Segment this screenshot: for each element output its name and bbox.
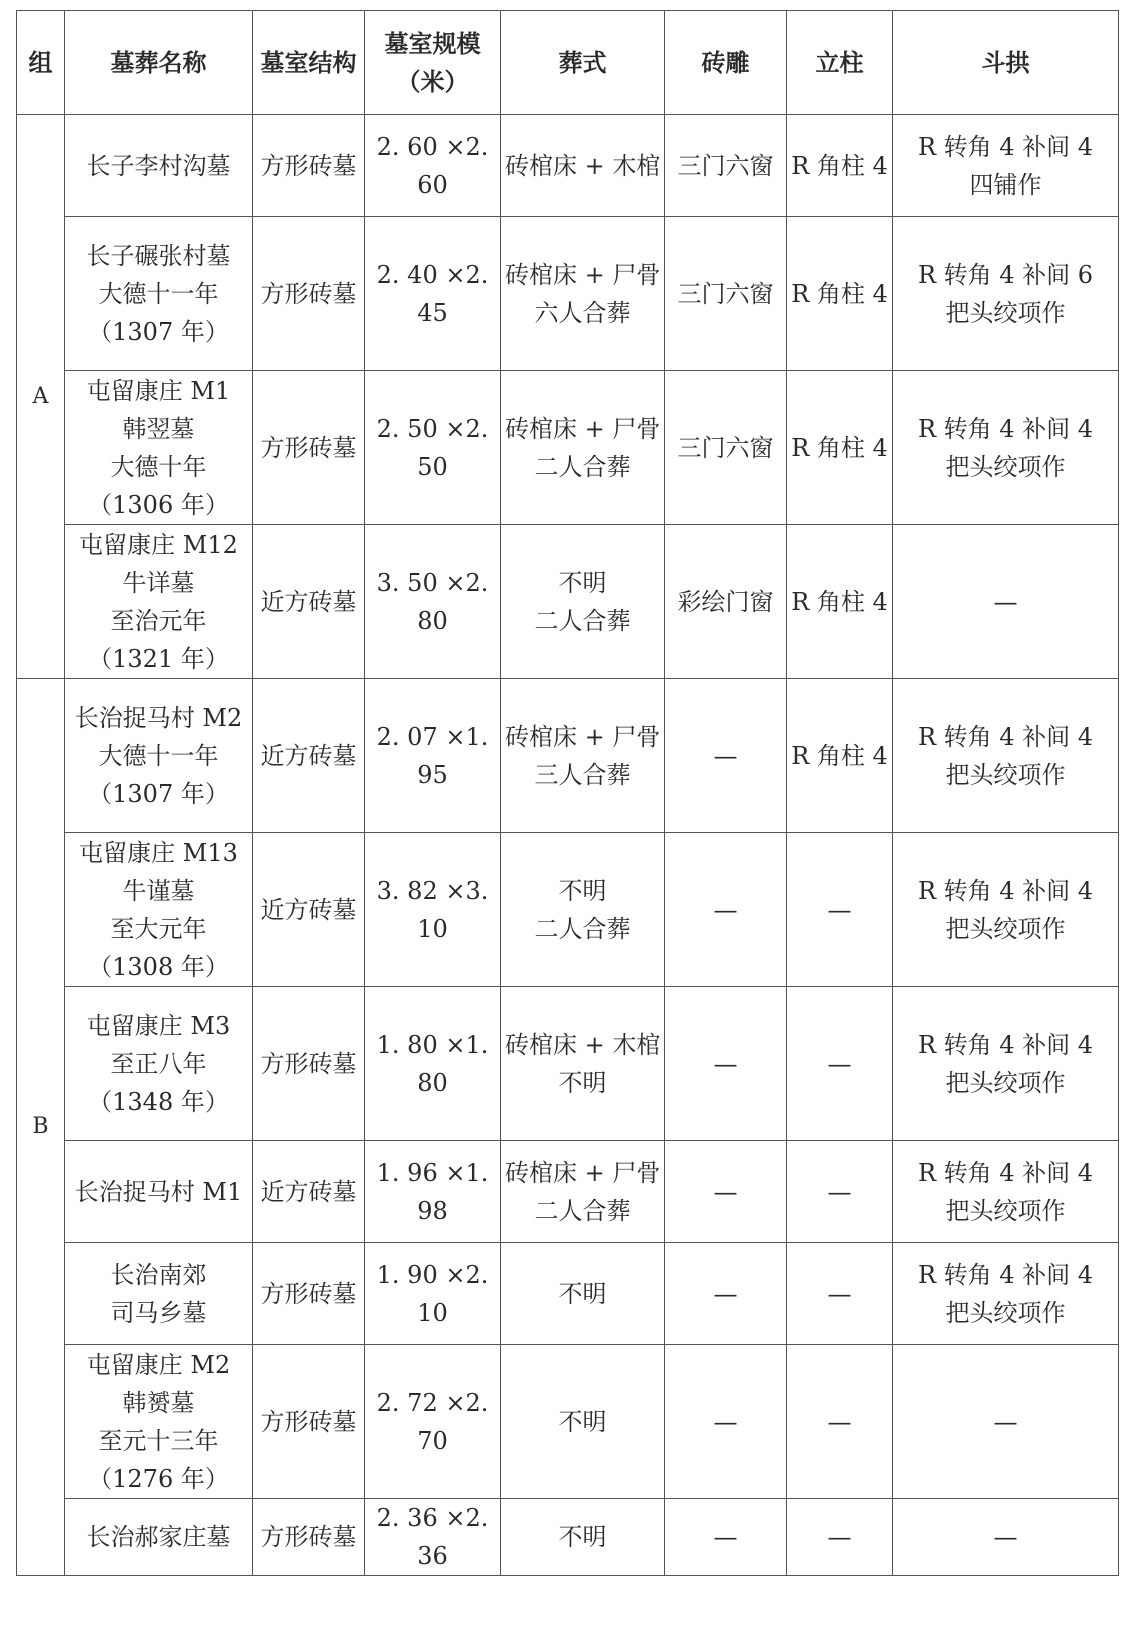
- bracket-cell: [893, 1345, 1119, 1499]
- carving-cell: 三门六窗: [665, 217, 787, 371]
- burial-line: 二人合葬: [534, 1196, 631, 1225]
- burial-line: 六人合葬: [534, 298, 631, 327]
- column-cell: —: [787, 1499, 893, 1576]
- bracket-cell: [893, 371, 1119, 525]
- burial-cell: [501, 1345, 665, 1499]
- tomb-name-line: 牛详墓: [122, 568, 195, 597]
- size-cell: 2. 60 ×2. 60: [365, 115, 501, 217]
- tomb-name-cell: [65, 115, 253, 217]
- burial-line: 三人合葬: [534, 760, 631, 789]
- bracket-cell: [893, 525, 1119, 679]
- burial-line: 不明: [558, 568, 607, 597]
- table-row: [17, 115, 1119, 217]
- group-label: B: [17, 679, 65, 1576]
- burial-cell: [501, 679, 665, 833]
- tomb-name-line: 长治郝家庄墓: [86, 1523, 231, 1551]
- tomb-name-line: 至大元年: [110, 914, 207, 943]
- carving-cell: —: [665, 987, 787, 1141]
- bracket-line: 四铺作: [969, 170, 1042, 199]
- bracket-line: R 转角 4 补间 4: [917, 1260, 1094, 1289]
- tomb-name-line: 长治捉马村 M1: [74, 1177, 243, 1206]
- column-cell: —: [787, 1141, 893, 1243]
- tomb-name-cell: [65, 1141, 253, 1243]
- group-label: A: [17, 115, 65, 679]
- burial-cell: [501, 115, 665, 217]
- size-cell: 1. 96 ×1. 98: [365, 1141, 501, 1243]
- bracket-line: 把头绞项作: [945, 298, 1066, 327]
- bracket-cell: [893, 1141, 1119, 1243]
- tomb-name-line: 至元十三年: [98, 1426, 219, 1455]
- bracket-line: R 转角 4 补间 6: [917, 260, 1094, 289]
- structure-cell: 近方砖墓: [253, 833, 365, 987]
- burial-cell: [501, 1243, 665, 1345]
- tomb-name-line: 长治南郊: [110, 1260, 207, 1289]
- header-chamber-structure: [253, 11, 365, 115]
- burial-cell: [501, 371, 665, 525]
- structure-cell: 方形砖墓: [253, 115, 365, 217]
- table-body: [17, 115, 1119, 1576]
- burial-cell: [501, 217, 665, 371]
- header-brick-carving: [665, 11, 787, 115]
- structure-cell: 近方砖墓: [253, 679, 365, 833]
- tomb-name-line: 长治捉马村 M2: [74, 703, 243, 732]
- column-cell: —: [787, 1345, 893, 1499]
- bracket-line: 把头绞项作: [945, 760, 1066, 789]
- column-cell: R 角柱 4: [787, 679, 893, 833]
- bracket-line: —: [993, 1523, 1018, 1551]
- header-line: （米）: [396, 67, 469, 96]
- tomb-name-line: 屯留康庄 M13: [79, 838, 238, 867]
- column-cell: —: [787, 833, 893, 987]
- column-cell: R 角柱 4: [787, 115, 893, 217]
- header-column: [787, 11, 893, 115]
- table-row: [17, 1499, 1119, 1576]
- burial-cell: [501, 1141, 665, 1243]
- tomb-name-line: 大德十年: [110, 452, 207, 481]
- burial-line: 不明: [558, 1279, 607, 1308]
- burial-line: 砖棺床 + 尸骨: [505, 1158, 661, 1187]
- size-cell: 2. 40 ×2. 45: [365, 217, 501, 371]
- tomb-name-line: （1306 年）: [88, 490, 229, 519]
- carving-cell: —: [665, 1141, 787, 1243]
- tomb-name-line: （1307 年）: [88, 779, 229, 808]
- burial-cell: [501, 525, 665, 679]
- burial-line: 砖棺床 + 木棺: [505, 151, 661, 180]
- header-line: 葬式: [558, 48, 607, 77]
- tomb-name-line: 长子李村沟墓: [86, 151, 231, 180]
- header-line: 立柱: [815, 48, 864, 77]
- header-line: 组: [28, 48, 53, 77]
- bracket-line: R 转角 4 补间 4: [917, 876, 1094, 905]
- tomb-name-cell: [65, 679, 253, 833]
- burial-cell: [501, 1499, 665, 1576]
- tomb-name-line: 大德十一年: [98, 279, 219, 308]
- size-cell: 2. 36 ×2. 36: [365, 1499, 501, 1576]
- bracket-line: —: [993, 1407, 1018, 1436]
- tomb-name-line: 屯留康庄 M2: [86, 1350, 231, 1379]
- size-cell: 2. 50 ×2. 50: [365, 371, 501, 525]
- bracket-line: —: [993, 587, 1018, 616]
- tomb-name-line: 至正八年: [110, 1049, 207, 1078]
- size-cell: 1. 80 ×1. 80: [365, 987, 501, 1141]
- table-row: [17, 525, 1119, 679]
- burial-line: 砖棺床 + 尸骨: [505, 260, 661, 289]
- bracket-cell: [893, 217, 1119, 371]
- bracket-line: R 转角 4 补间 4: [917, 132, 1094, 161]
- column-cell: —: [787, 1243, 893, 1345]
- header-chamber-size: [365, 11, 501, 115]
- bracket-line: 把头绞项作: [945, 1068, 1066, 1097]
- structure-cell: 近方砖墓: [253, 525, 365, 679]
- carving-cell: 三门六窗: [665, 115, 787, 217]
- burial-line: 二人合葬: [534, 914, 631, 943]
- burial-line: 不明: [558, 876, 607, 905]
- size-cell: 3. 82 ×3. 10: [365, 833, 501, 987]
- header-line: 墓葬名称: [110, 48, 207, 77]
- header-bracket: [893, 11, 1119, 115]
- tomb-name-line: （1321 年）: [88, 644, 229, 673]
- header-group: [17, 11, 65, 115]
- tomb-name-line: 屯留康庄 M1: [86, 376, 231, 405]
- size-cell: 1. 90 ×2. 10: [365, 1243, 501, 1345]
- structure-cell: 方形砖墓: [253, 217, 365, 371]
- bracket-line: R 转角 4 补间 4: [917, 414, 1094, 443]
- header-line: 墓室结构: [260, 48, 357, 77]
- structure-cell: 方形砖墓: [253, 1345, 365, 1499]
- bracket-line: 把头绞项作: [945, 452, 1066, 481]
- size-cell: 2. 07 ×1. 95: [365, 679, 501, 833]
- burial-line: 不明: [558, 1407, 607, 1436]
- size-cell: 3. 50 ×2. 80: [365, 525, 501, 679]
- tomb-name-cell: [65, 1499, 253, 1576]
- column-cell: R 角柱 4: [787, 217, 893, 371]
- bracket-cell: [893, 1243, 1119, 1345]
- bracket-line: 把头绞项作: [945, 1298, 1066, 1327]
- carving-cell: 彩绘门窗: [665, 525, 787, 679]
- table-row: [17, 371, 1119, 525]
- carving-cell: —: [665, 1345, 787, 1499]
- table-row: [17, 679, 1119, 833]
- column-cell: —: [787, 987, 893, 1141]
- structure-cell: 方形砖墓: [253, 371, 365, 525]
- tomb-name-line: 屯留康庄 M12: [79, 530, 238, 559]
- table-row: [17, 217, 1119, 371]
- header-tomb-name: [65, 11, 253, 115]
- header-burial-type: [501, 11, 665, 115]
- table-row: [17, 1345, 1119, 1499]
- burial-line: 二人合葬: [534, 452, 631, 481]
- burial-line: 不明: [558, 1068, 607, 1097]
- tomb-name-cell: [65, 525, 253, 679]
- table-row: [17, 833, 1119, 987]
- structure-cell: 方形砖墓: [253, 987, 365, 1141]
- bracket-line: R 转角 4 补间 4: [917, 1158, 1094, 1187]
- tomb-table: [16, 10, 1119, 1576]
- tomb-name-line: 长子碾张村墓: [86, 241, 231, 270]
- burial-line: 砖棺床 + 木棺: [505, 1030, 661, 1059]
- tomb-name-line: （1308 年）: [88, 952, 229, 981]
- structure-cell: 方形砖墓: [253, 1499, 365, 1576]
- header-line: 砖雕: [701, 48, 750, 77]
- tomb-name-line: 大德十一年: [98, 741, 219, 770]
- size-cell: 2. 72 ×2. 70: [365, 1345, 501, 1499]
- bracket-line: R 转角 4 补间 4: [917, 722, 1094, 751]
- burial-cell: [501, 987, 665, 1141]
- table-row: [17, 1243, 1119, 1345]
- bracket-line: 把头绞项作: [945, 1196, 1066, 1225]
- carving-cell: —: [665, 1499, 787, 1576]
- tomb-name-cell: [65, 217, 253, 371]
- bracket-line: 把头绞项作: [945, 914, 1066, 943]
- bracket-line: R 转角 4 补间 4: [917, 1030, 1094, 1059]
- tomb-name-cell: [65, 1243, 253, 1345]
- carving-cell: —: [665, 833, 787, 987]
- burial-line: 二人合葬: [534, 606, 631, 635]
- header-line: 墓室规模: [384, 29, 481, 58]
- burial-line: 砖棺床 + 尸骨: [505, 414, 661, 443]
- bracket-cell: [893, 115, 1119, 217]
- tomb-name-line: 司马乡墓: [110, 1298, 207, 1327]
- carving-cell: —: [665, 679, 787, 833]
- burial-line: 不明: [558, 1523, 607, 1551]
- tomb-name-cell: [65, 833, 253, 987]
- header-line: 斗拱: [981, 48, 1030, 77]
- tomb-name-line: 屯留康庄 M3: [86, 1011, 231, 1040]
- tomb-name-line: 韩翌墓: [122, 414, 195, 443]
- tomb-name-line: （1348 年）: [88, 1087, 229, 1116]
- bracket-cell: [893, 833, 1119, 987]
- tomb-name-cell: [65, 371, 253, 525]
- tomb-name-line: （1307 年）: [88, 317, 229, 346]
- carving-cell: 三门六窗: [665, 371, 787, 525]
- bracket-cell: [893, 1499, 1119, 1576]
- burial-line: 砖棺床 + 尸骨: [505, 722, 661, 751]
- table-header: [17, 11, 1119, 115]
- tomb-name-cell: [65, 1345, 253, 1499]
- structure-cell: 近方砖墓: [253, 1141, 365, 1243]
- bracket-cell: [893, 987, 1119, 1141]
- column-cell: R 角柱 4: [787, 371, 893, 525]
- bracket-cell: [893, 679, 1119, 833]
- table-row: [17, 1141, 1119, 1243]
- tomb-name-line: 至治元年: [110, 606, 207, 635]
- table-row: [17, 987, 1119, 1141]
- tomb-name-line: （1276 年）: [88, 1464, 229, 1493]
- carving-cell: —: [665, 1243, 787, 1345]
- burial-cell: [501, 833, 665, 987]
- column-cell: R 角柱 4: [787, 525, 893, 679]
- tomb-name-cell: [65, 987, 253, 1141]
- tomb-name-line: 韩赟墓: [122, 1388, 195, 1417]
- structure-cell: 方形砖墓: [253, 1243, 365, 1345]
- tomb-name-line: 牛谨墓: [122, 876, 195, 905]
